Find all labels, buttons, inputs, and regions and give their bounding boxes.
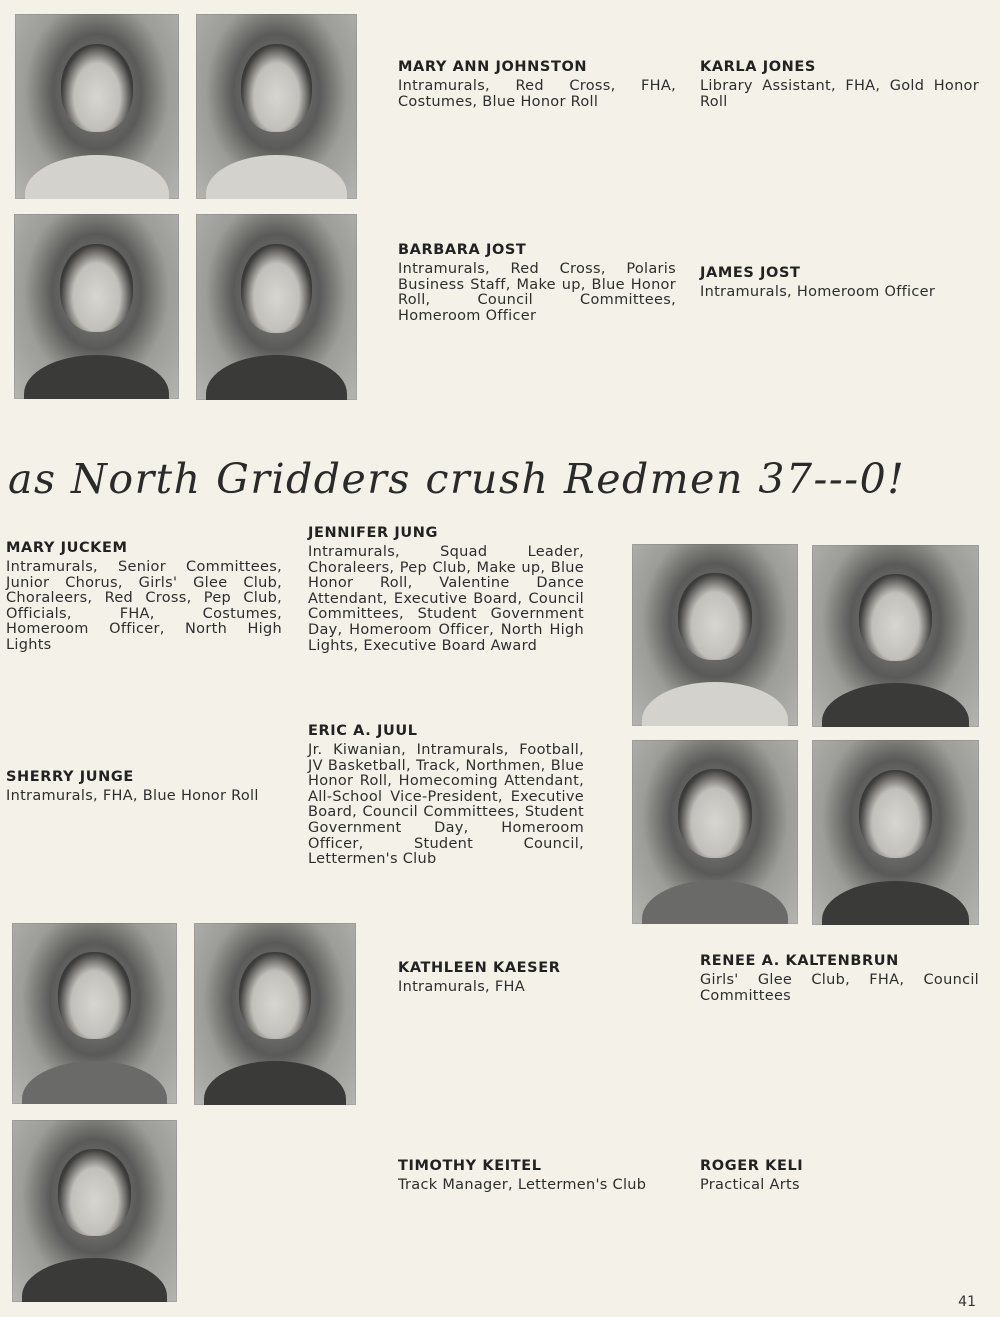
student-activities: Jr. Kiwanian, Intramurals, Football, JV Basketball, Track, Northmen, Blue Honor Roll, Homecoming Attendant, All-School Vice-President, Executive Board, Council Committees, Student Government Day, Homeroom Officer, Student Council, Lettermen's Club — [308, 742, 584, 868]
student-name: ROGER KELI — [700, 1158, 804, 1174]
entry-renee-kaltenbrun — [700, 953, 979, 1004]
entry-mary-juckem — [6, 540, 282, 654]
student-name: BARBARA JOST — [398, 242, 527, 258]
student-activities: Track Manager, Lettermen's Club — [398, 1177, 647, 1193]
portrait-sherry-junge — [632, 740, 798, 924]
student-name: RENEE A. KALTENBRUN — [700, 953, 899, 969]
portrait-eric-juul — [812, 740, 979, 925]
entry-roger-keli — [700, 1158, 979, 1194]
portrait-renee-kaltenbrun — [194, 923, 356, 1105]
student-activities: Intramurals, Red Cross, FHA, Costumes, Blue Honor Roll — [398, 78, 676, 110]
student-activities: Intramurals, Red Cross, Polaris Business Staff, Make up, Blue Honor Roll, Council Committees, Homeroom Officer — [398, 261, 676, 324]
student-name: TIMOTHY KEITEL — [398, 1158, 542, 1174]
entry-jennifer-jung — [308, 525, 584, 654]
student-activities: Intramurals, Squad Leader, Choraleers, Pep Club, Make up, Blue Honor Roll, Valentine Dance Attendant, Executive Board, Council Committees, Student Government Day, Homeroom Officer, North High Lights, Executive Board Award — [308, 544, 584, 654]
portrait-timothy-keitel — [12, 1120, 177, 1302]
entry-sherry-junge — [6, 769, 282, 805]
student-activities: Intramurals, Senior Committees, Junior Chorus, Girls' Glee Club, Choraleers, Red Cross, Pep Club, Officials, FHA, Costumes, Homeroom Officer, North High Lights — [6, 559, 282, 653]
portrait-karla-jones — [196, 14, 357, 199]
portrait-mary-juckem — [632, 544, 798, 726]
student-name: KARLA JONES — [700, 59, 816, 75]
portrait-james-jost — [196, 214, 357, 400]
student-name: JENNIFER JUNG — [308, 525, 438, 541]
entry-kathleen-kaeser — [398, 960, 676, 996]
portrait-mary-ann-johnston — [15, 14, 179, 199]
entry-james-jost — [700, 265, 979, 301]
student-name: JAMES JOST — [700, 265, 801, 281]
portrait-jennifer-jung — [812, 545, 979, 727]
headline: as North Gridders crush Redmen 37---0! — [8, 455, 906, 503]
student-name: SHERRY JUNGE — [6, 769, 134, 785]
student-activities: Girls' Glee Club, FHA, Council Committees — [700, 972, 979, 1004]
student-activities: Library Assistant, FHA, Gold Honor Roll — [700, 78, 979, 110]
student-activities: Intramurals, FHA, Blue Honor Roll — [6, 788, 259, 804]
entry-eric-juul — [308, 723, 584, 868]
page-number: 41 — [958, 1294, 976, 1310]
student-name: MARY JUCKEM — [6, 540, 128, 556]
student-activities: Intramurals, FHA — [398, 979, 525, 995]
student-name: KATHLEEN KAESER — [398, 960, 561, 976]
entry-mary-ann-johnston — [398, 59, 676, 110]
portrait-kathleen-kaeser — [12, 923, 177, 1104]
entry-timothy-keitel — [398, 1158, 676, 1194]
student-activities: Intramurals, Homeroom Officer — [700, 284, 936, 300]
student-name: ERIC A. JUUL — [308, 723, 418, 739]
student-activities: Practical Arts — [700, 1177, 800, 1193]
entry-barbara-jost — [398, 242, 676, 324]
student-name: MARY ANN JOHNSTON — [398, 59, 588, 75]
portrait-barbara-jost — [14, 214, 179, 399]
entry-karla-jones — [700, 59, 979, 110]
